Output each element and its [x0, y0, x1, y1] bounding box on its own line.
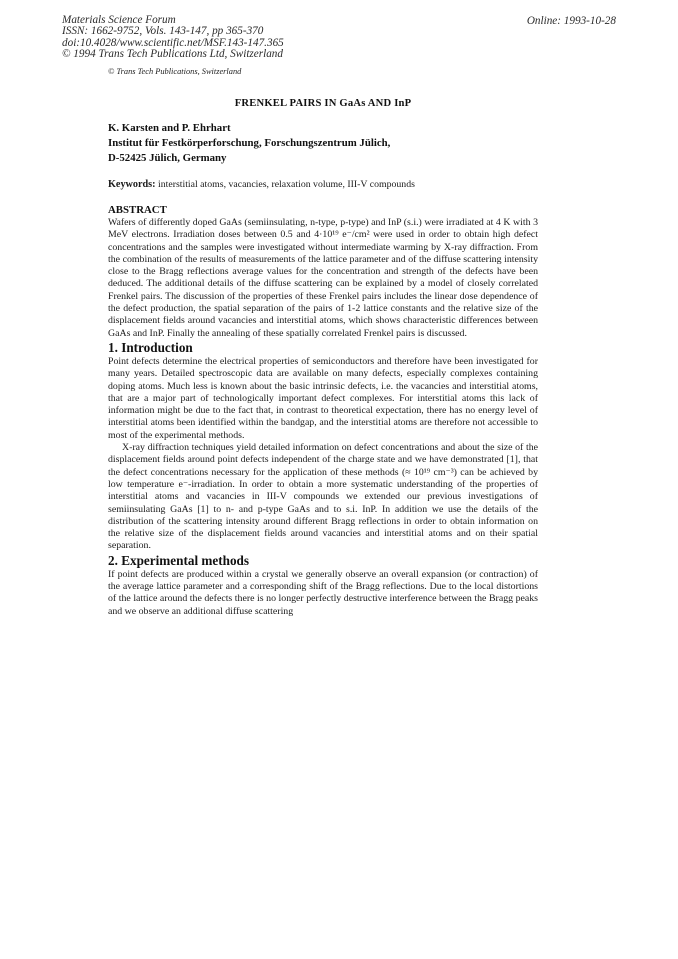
doi-line: doi:10.4028/www.scientific.net/MSF.143-147.365	[62, 36, 284, 49]
section-heading-introduction: 1. Introduction	[108, 339, 193, 355]
journal-name: Materials Science Forum	[62, 14, 176, 26]
address: D-52425 Jülich, Germany	[108, 152, 227, 164]
abstract-heading: ABSTRACT	[108, 204, 167, 216]
paper-title: FRENKEL PAIRS IN GaAs AND InP	[234, 98, 412, 109]
online-date: Online: 1993-10-28	[526, 15, 616, 27]
original-copyright: © Trans Tech Publications, Switzerland	[108, 67, 242, 76]
intro-paragraph-1: Point defects determine the electrical properties of semiconductors and therefore have been investigated for many years. Detailed spectroscopic data are available on many defects, especially complexes containing doping atoms. Much less is known about the basic intrinsic defects, i.e. the vacancies and interstitial atoms, that are a major part of technologically important defect complexes. For interstitial atoms this lack of information might be due to the fact that, in contrast to theoretical expectation, there has no energy level of interstitial atoms been identified within the bandgap, and the interstitial atoms are therefore not accessible to most of the experimental methods.	[108, 355, 538, 441]
publication-header	[62, 15, 284, 61]
keywords-text: interstitial atoms, vacancies, relaxation volume, III-V compounds	[158, 179, 415, 190]
keywords-label: Keywords:	[108, 179, 156, 190]
issn-line: ISSN: 1662-9752, Vols. 143-147, pp 365-370	[62, 25, 264, 38]
keywords	[108, 178, 538, 191]
methods-paragraph-1: If point defects are produced within a crystal we generally observe an overall expansion (or contraction) of the average lattice parameter and a corresponding shift of the Bragg reflections. Due to the local distortions of the lattice around the defects there is no longer perfectly destructive interference between the Bragg peaks and we observe an additional diffuse scattering	[108, 568, 538, 617]
affiliation: Institut für Festkörperforschung, Forschungszentrum Jülich,	[108, 137, 391, 149]
publisher-copyright: © 1994 Trans Tech Publications Ltd, Switzerland	[62, 48, 283, 61]
intro-paragraph-2: X-ray diffraction techniques yield detailed information on defect concentrations and about the size of the displacement fields around point defects independent of the charge state and we have demonstrated [1], that the defect concentrations necessary for the application of these methods (≈ 10¹⁹ cm⁻³) can be achieved by low temperature e⁻-irradiation. In order to obtain a more systematic understanding of the properties of interstitial atoms and vacancies in III-V compounds we extended our previous investigations of semiinsulating GaAs [1] to n- and p-type GaAs and to s.i. InP. In addition we use the details of the distribution of the scattering intensity around different Bragg reflections in order to obtain information on the relative size of the displacement fields around vacancies and interstitial atoms and on their spatial separation.	[108, 442, 538, 552]
authors: K. Karsten and P. Ehrhart	[108, 122, 231, 134]
abstract-text: Wafers of differently doped GaAs (semiinsulating, n-type, p-type) and InP (s.i.) were irradiated at 4 K with 3 MeV electrons. Irradiation doses between 0.5 and 4·10¹⁹ e⁻/cm² were used in order to obtain high defect concentrations and the samples were investigated without intermediate warming by X-ray diffraction. From the combination of the results of measurements of the lattice parameter and of the diffuse scattering intensity close to the Bragg reflections average values for the concentration and strength of the defects have been deduced. The additional details of the diffuse scattering can be explained by a model of closely correlated Frenkel pairs. The discussion of the properties of these Frenkel pairs includes the linear dose dependence of the defect production, the spatial separation of the pairs of 1-2 lattice constants and the relative size of the displacement fields around vacancies and interstitial atoms, which shows characteristic differences between GaAs and InP. Finally the annealing of these spatially correlated Frenkel pairs is discussed.	[108, 217, 538, 339]
paper-content	[108, 98, 538, 618]
section-heading-methods: 2. Experimental methods	[108, 552, 250, 568]
